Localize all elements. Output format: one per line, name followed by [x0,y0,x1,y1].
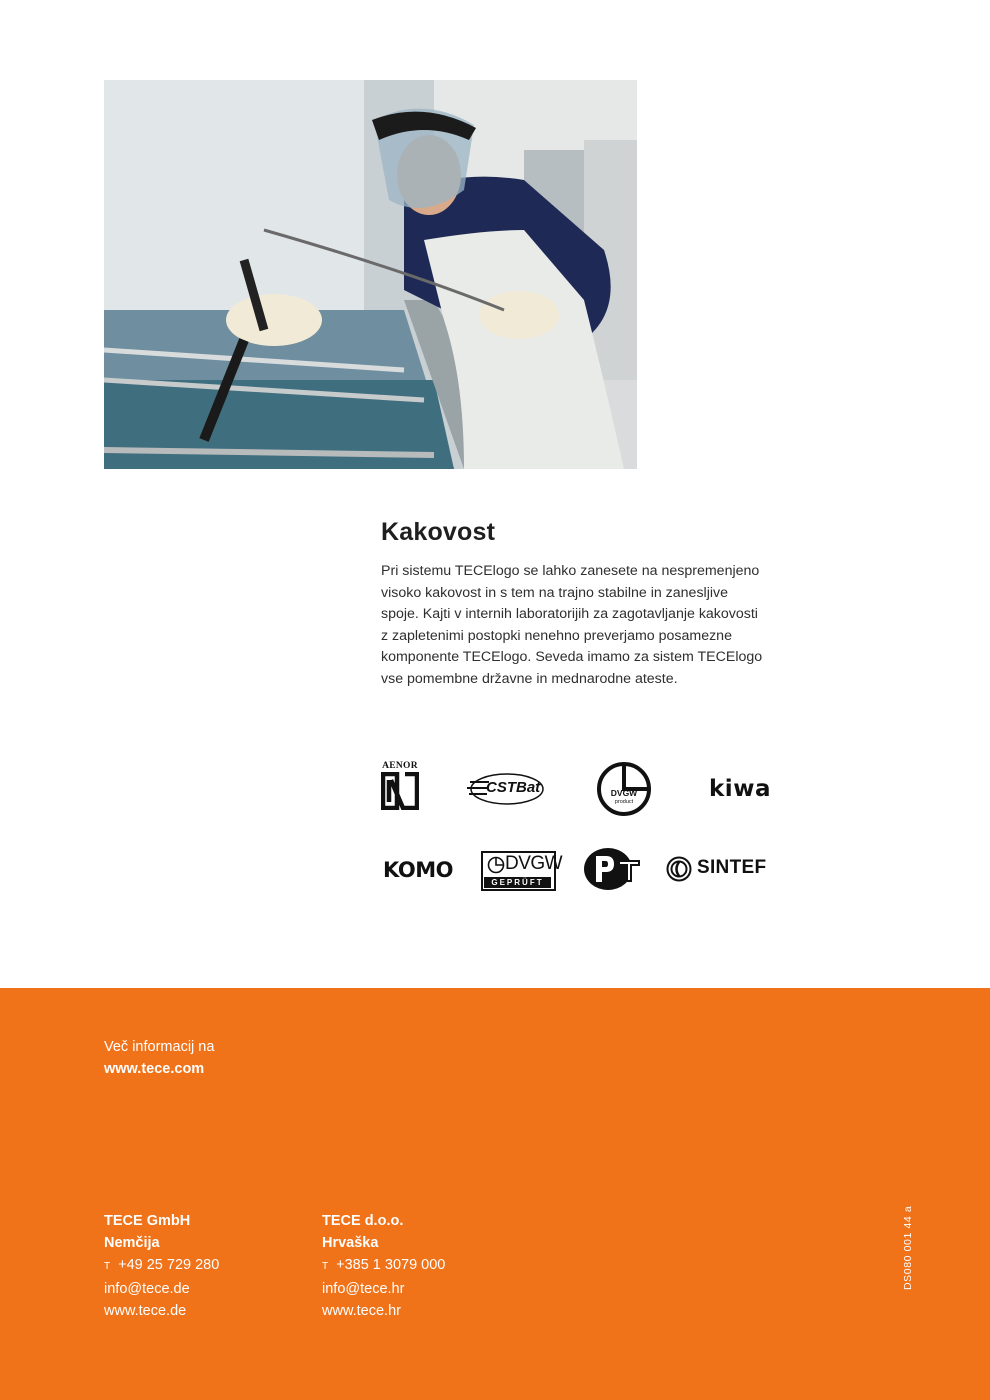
aenor-logo [378,758,422,812]
dvgw-flame-icon [487,856,505,874]
cstbat-logo [467,770,547,808]
dvgw-geprueft-bottom: GEPRÜFT [491,878,544,887]
kiwa-logo-text: kiwa [709,776,771,802]
dvgw-geprueft-top: DVGW [505,853,563,874]
phone-line [322,1254,445,1278]
more-info [104,1036,214,1080]
body-line: visoko kakovost in s tem na trajno stabilne in zanesljive [381,584,728,601]
company-country: Hrvaška [322,1235,379,1251]
pct-logo [582,846,642,892]
dvgw-product-bottom: product [614,799,634,805]
sintef-logo [666,855,780,883]
email-link[interactable]: info@tece.de [104,1281,190,1297]
phone-prefix: T [322,1261,329,1272]
document-id: DS080 001 44 a [902,1205,914,1290]
body-line: vse pomembne državne in mednarodne ateste. [381,670,678,687]
company-name: TECE GmbH [104,1213,191,1229]
pct-mark-icon [582,846,642,892]
body-line: spoje. Kajti v internih laboratorijih za zagotavljanje kakovosti [381,606,758,623]
more-info-link[interactable]: www.tece.com [104,1061,205,1077]
phone-line [104,1254,219,1278]
kiwa-logo [701,774,779,804]
company-country: Nemčija [104,1235,160,1251]
dvgw-product-logo [596,761,652,817]
sintef-mark-icon [666,856,692,882]
email-link[interactable]: info@tece.hr [322,1281,405,1297]
komo-logo-text: KOMO [383,858,453,882]
komo-logo [378,854,458,886]
dvgw-product-top: DVGW [610,788,638,798]
aenor-logo-text: AENOR [382,761,418,771]
web-link[interactable]: www.tece.hr [322,1303,401,1319]
address-germany [104,1210,219,1322]
more-info-label: Več informacij na [104,1039,215,1055]
phone-prefix: T [104,1261,111,1272]
body-line: z zapletenimi postopki nenehno preverjamo posamezne [381,627,732,644]
phone-number[interactable]: +385 1 3079 000 [336,1257,446,1273]
dvgw-geprueft-logo [481,851,563,891]
section-title: Kakovost [381,518,496,546]
footer [0,988,990,1400]
aenor-n-icon [381,772,419,810]
lab-technician-photo [104,80,637,469]
cstbat-logo-text: CSTBat [486,779,541,796]
body-line: komponente TECElogo. Seveda imamo za sistem TECElogo [381,649,763,666]
sintef-logo-text: SINTEF [697,857,767,878]
section-body [381,561,781,691]
phone-number[interactable]: +49 25 729 280 [118,1257,220,1273]
web-link[interactable]: www.tece.de [104,1303,187,1319]
address-croatia [322,1210,445,1322]
body-line: Pri sistemu TECElogo se lahko zanesete na nespremenjeno [381,563,760,579]
company-name: TECE d.o.o. [322,1213,404,1229]
